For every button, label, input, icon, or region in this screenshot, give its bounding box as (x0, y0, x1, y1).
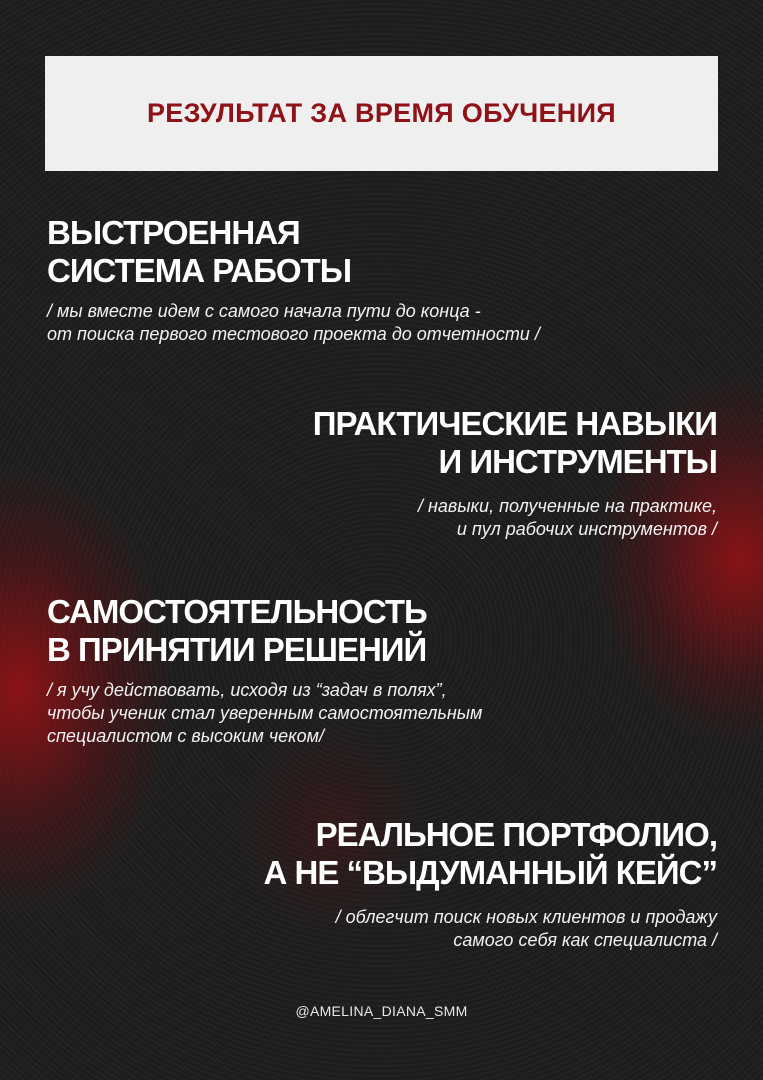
heading-line: ПРАКТИЧЕСКИЕ НАВЫКИ (312, 405, 717, 442)
heading-line: ВЫСТРОЕННАЯ (47, 214, 300, 251)
section-skills (313, 405, 717, 541)
description-line: самого себя как специалиста / (453, 930, 717, 950)
heading-line: СИСТЕМА РАБОТЫ (47, 252, 352, 289)
section-description (47, 300, 540, 346)
section-heading (47, 214, 540, 290)
section-description (264, 906, 717, 952)
description-line: / облегчит поиск новых клиентов и продажу (335, 907, 717, 927)
title-banner (45, 56, 718, 171)
description-line: / навыки, полученные на практике, (418, 496, 717, 516)
section-system (47, 214, 540, 346)
section-independence (47, 593, 482, 748)
author-handle: @AMELINA_DIANA_SMM (295, 1003, 468, 1019)
description-line: / я учу действовать, исходя из “задач в полях”, (47, 680, 447, 700)
section-description (47, 679, 482, 748)
section-heading (313, 405, 717, 481)
page-title: РЕЗУЛЬТАТ ЗА ВРЕМЯ ОБУЧЕНИЯ (147, 98, 616, 128)
section-portfolio (264, 816, 717, 952)
heading-line: РЕАЛЬНОЕ ПОРТФОЛИО, (315, 816, 717, 853)
heading-line: САМОСТОЯТЕЛЬНОСТЬ (47, 593, 427, 630)
description-line: от поиска первого тестового проекта до отчетности / (47, 324, 540, 344)
description-line: и пул рабочих инструментов / (456, 519, 717, 539)
section-heading (264, 816, 717, 892)
heading-line: В ПРИНЯТИИ РЕШЕНИЙ (47, 631, 427, 668)
description-line: специалистом с высоким чеком/ (47, 726, 325, 746)
heading-line: И ИНСТРУМЕНТЫ (438, 443, 717, 480)
description-line: чтобы ученик стал уверенным самостоятельным (47, 703, 483, 723)
description-line: / мы вместе идем с самого начала пути до конца - (47, 301, 481, 321)
heading-line: А НЕ “ВЫДУМАННЫЙ КЕЙС” (263, 854, 717, 891)
section-heading (47, 593, 482, 669)
section-description (313, 495, 717, 541)
